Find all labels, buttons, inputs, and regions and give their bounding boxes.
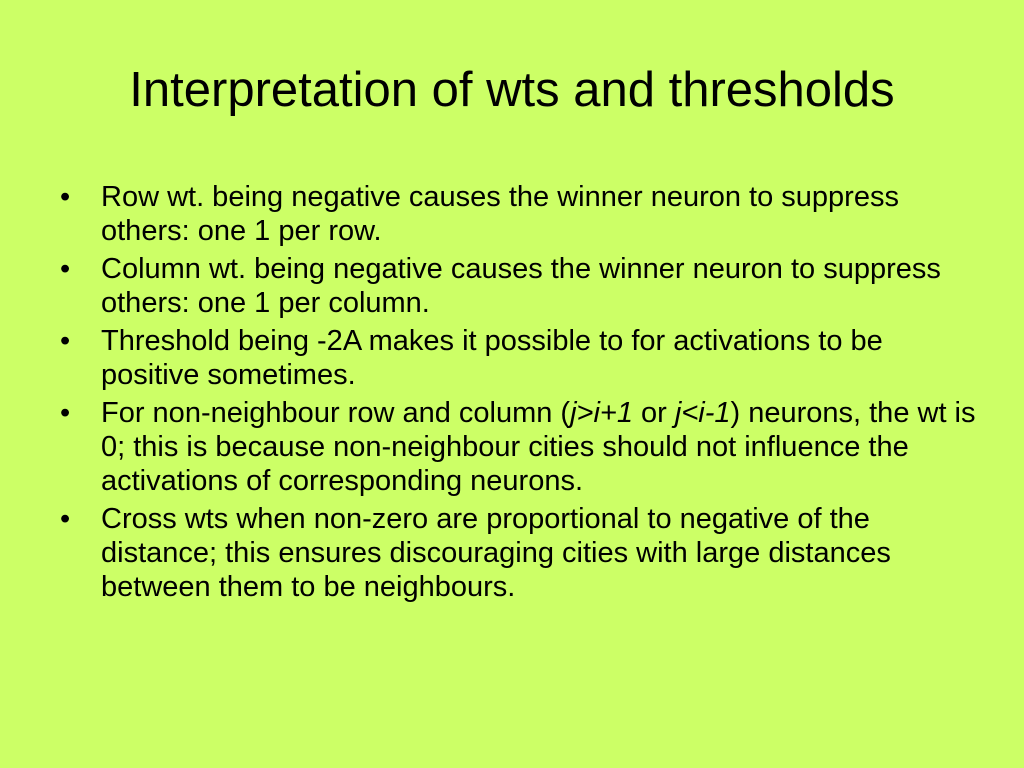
slide-title: Interpretation of wts and thresholds [129,63,895,117]
bullet-text-after: ) neurons, the wt is 0; this is because non-neighbour cities should not influence the activations of corresponding neurons. [101,397,976,497]
condition-j-less: j<i-1 [674,397,731,429]
bullet-row-weight [60,180,980,248]
bullet-text: Threshold being -2A makes it possible to for activations to be positive sometimes. [101,325,883,391]
bullet-threshold [60,324,980,392]
condition-j-greater: j>i+1 [570,397,633,429]
bullet-dot: • [60,253,71,285]
bullet-cross-weights [60,502,980,604]
bullet-dot: • [60,397,71,429]
bullet-text: Cross wts when non-zero are proportional to negative of the distance; this ensures discouraging cities with large distances between them to be neighbours. [101,503,891,603]
bullet-dot: • [60,181,71,213]
bullet-text-before: For non-neighbour row and column ( [101,397,571,429]
bullet-non-neighbour [60,396,980,498]
bullet-list [60,180,980,608]
bullet-text: Column wt. being negative causes the winner neuron to suppress others: one 1 per column. [101,253,941,319]
bullet-dot: • [60,325,71,357]
bullet-text: Row wt. being negative causes the winner neuron to suppress others: one 1 per row. [101,181,899,247]
bullet-dot: • [60,503,71,535]
bullet-column-weight [60,252,980,320]
bullet-text-or: or [632,397,675,429]
